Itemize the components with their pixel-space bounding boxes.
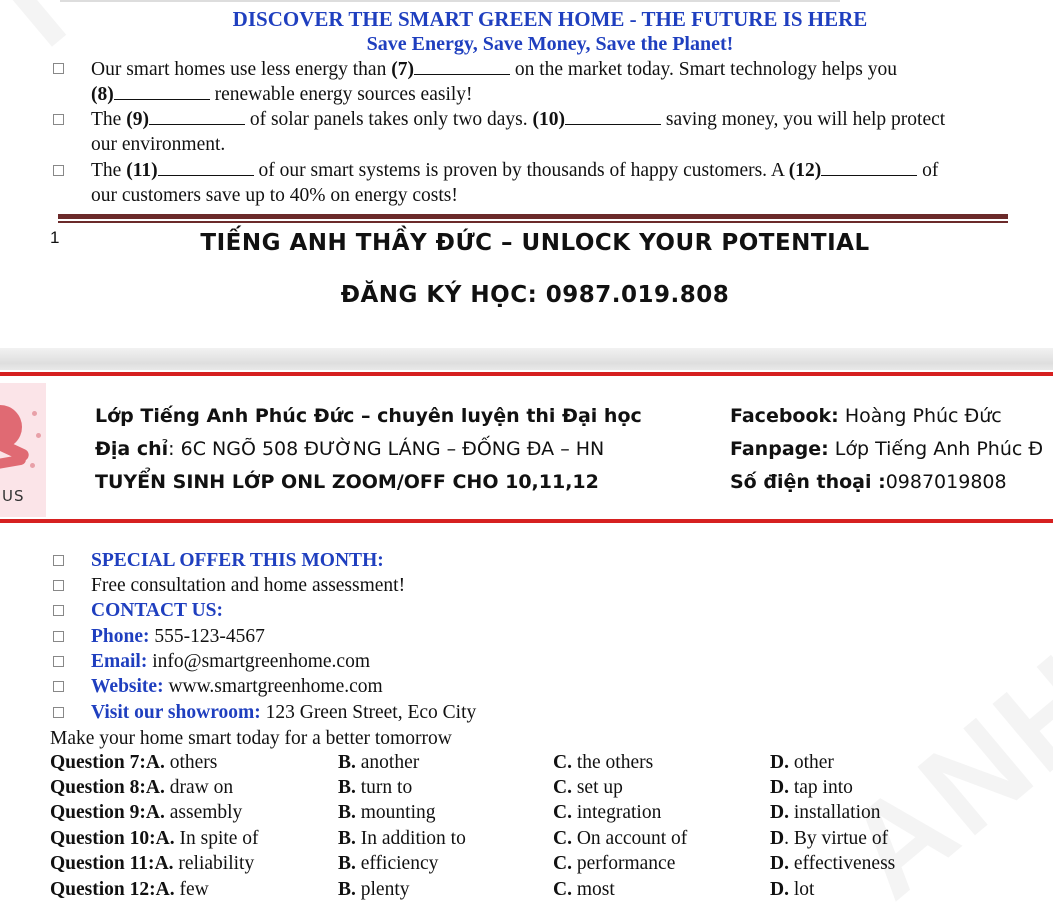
question-12-option-d: D. lot [770, 879, 815, 900]
ad-paragraph-2-line-1: The (9) of solar panels takes only two days. (10) saving money, you will help protect [91, 109, 946, 130]
header-border-bottom [0, 519, 1053, 523]
question-11-option-c: C. performance [553, 853, 676, 874]
question-10-option-d: D. By virtue of [770, 828, 889, 849]
header-class-name: Lớp Tiếng Anh Phúc Đức – chuyên luyện thi Đại học [95, 405, 642, 427]
bullet-box-icon [53, 605, 64, 616]
bullet-box-icon [53, 656, 64, 667]
ad-paragraph-3-line-1: The (11) of our smart systems is proven by thousands of happy customers. A (12) of [91, 160, 939, 181]
header-phone: Số điện thoại :0987019808 [730, 471, 1007, 493]
question-11-option-b: B. efficiency [338, 853, 439, 874]
question-10: Question 10:A. In spite of [50, 828, 259, 849]
question-12: Question 12:A. few [50, 879, 209, 900]
bullet-box-icon [53, 631, 64, 642]
contact-showroom: Visit our showroom: 123 Green Street, Eco City [91, 702, 477, 723]
question-7: Question 7:A. others [50, 752, 218, 773]
blank-11 [158, 160, 254, 176]
ad-subtitle: Save Energy, Save Money, Save the Planet! [366, 33, 734, 55]
header-enrollment: TUYỂN SINH LỚP ONL ZOOM/OFF CHO 10,11,12 [95, 471, 599, 493]
blank-9 [149, 109, 245, 125]
logo-text: US [2, 487, 25, 505]
question-8-option-b: B. turn to [338, 777, 413, 798]
page-break [0, 348, 1053, 370]
closing-line: Make your home smart today for a better tomorrow [50, 728, 452, 749]
footer-slogan: TIẾNG ANH THẦY ĐỨC – UNLOCK YOUR POTENTIAL [200, 230, 870, 256]
contact-email: Email: info@smartgreenhome.com [91, 651, 370, 672]
bullet-box-icon [53, 681, 64, 692]
question-9-option-b: B. mounting [338, 802, 436, 823]
blank-12 [821, 160, 917, 176]
bullet-box-icon [53, 63, 64, 74]
contact-phone: Phone: 555-123-4567 [91, 626, 265, 647]
header-border-top [0, 372, 1053, 376]
question-9: Question 9:A. assembly [50, 802, 243, 823]
ad-paragraph-1-line-2: (8) renewable energy sources easily! [91, 84, 473, 105]
question-11-option-d: D. effectiveness [770, 853, 896, 874]
footer-divider-thin [58, 221, 1008, 223]
bullet-box-icon [53, 555, 64, 566]
question-12-option-c: C. most [553, 879, 615, 900]
contact-website: Website: www.smartgreenhome.com [91, 676, 383, 697]
ad-paragraph-3-line-2: our customers save up to 40% on energy costs! [91, 185, 458, 206]
question-7-option-b: B. another [338, 752, 420, 773]
blank-8 [114, 84, 210, 100]
page-number: 1 [50, 228, 60, 247]
octopus-logo [0, 383, 46, 517]
question-8-option-d: D. tap into [770, 777, 853, 798]
question-9-option-c: C. integration [553, 802, 662, 823]
blank-10 [565, 109, 661, 125]
question-12-option-b: B. plenty [338, 879, 410, 900]
footer-registration: ĐĂNG KÝ HỌC: 0987.019.808 [340, 282, 730, 308]
bullet-box-icon [53, 707, 64, 718]
bullet-box-icon [53, 580, 64, 591]
blank-7 [414, 59, 510, 75]
free-consultation: Free consultation and home assessment! [91, 575, 406, 596]
special-offer-heading: SPECIAL OFFER THIS MONTH: [91, 550, 384, 571]
ad-paragraph-1-line-1: Our smart homes use less energy than (7) on the market today. Smart technology helps you [91, 59, 897, 80]
header-facebook: Facebook: Hoàng Phúc Đức [730, 405, 1002, 427]
contact-heading: CONTACT US: [91, 600, 224, 621]
ad-paragraph-2-line-2: our environment. [91, 134, 226, 155]
bullet-box-icon [53, 165, 64, 176]
question-7-option-c: C. the others [553, 752, 654, 773]
footer-divider [58, 214, 1008, 219]
question-8-option-c: C. set up [553, 777, 623, 798]
question-11: Question 11:A. reliability [50, 853, 255, 874]
question-10-option-c: C. On account of [553, 828, 688, 849]
header-fanpage: Fanpage: Lớp Tiếng Anh Phúc Đ [730, 438, 1044, 460]
question-8: Question 8:A. draw on [50, 777, 234, 798]
bullet-box-icon [53, 114, 64, 125]
ad-title: DISCOVER THE SMART GREEN HOME - THE FUTURE IS HERE [232, 7, 868, 31]
question-10-option-b: B. In addition to [338, 828, 466, 849]
cut-off-text-line [60, 0, 860, 2]
header-address: Địa chỉ: 6C NGÕ 508 ĐƯỜNG LÁNG – ĐỐNG ĐA – HN [95, 438, 605, 460]
question-7-option-d: D. other [770, 752, 834, 773]
question-9-option-d: D. installation [770, 802, 881, 823]
